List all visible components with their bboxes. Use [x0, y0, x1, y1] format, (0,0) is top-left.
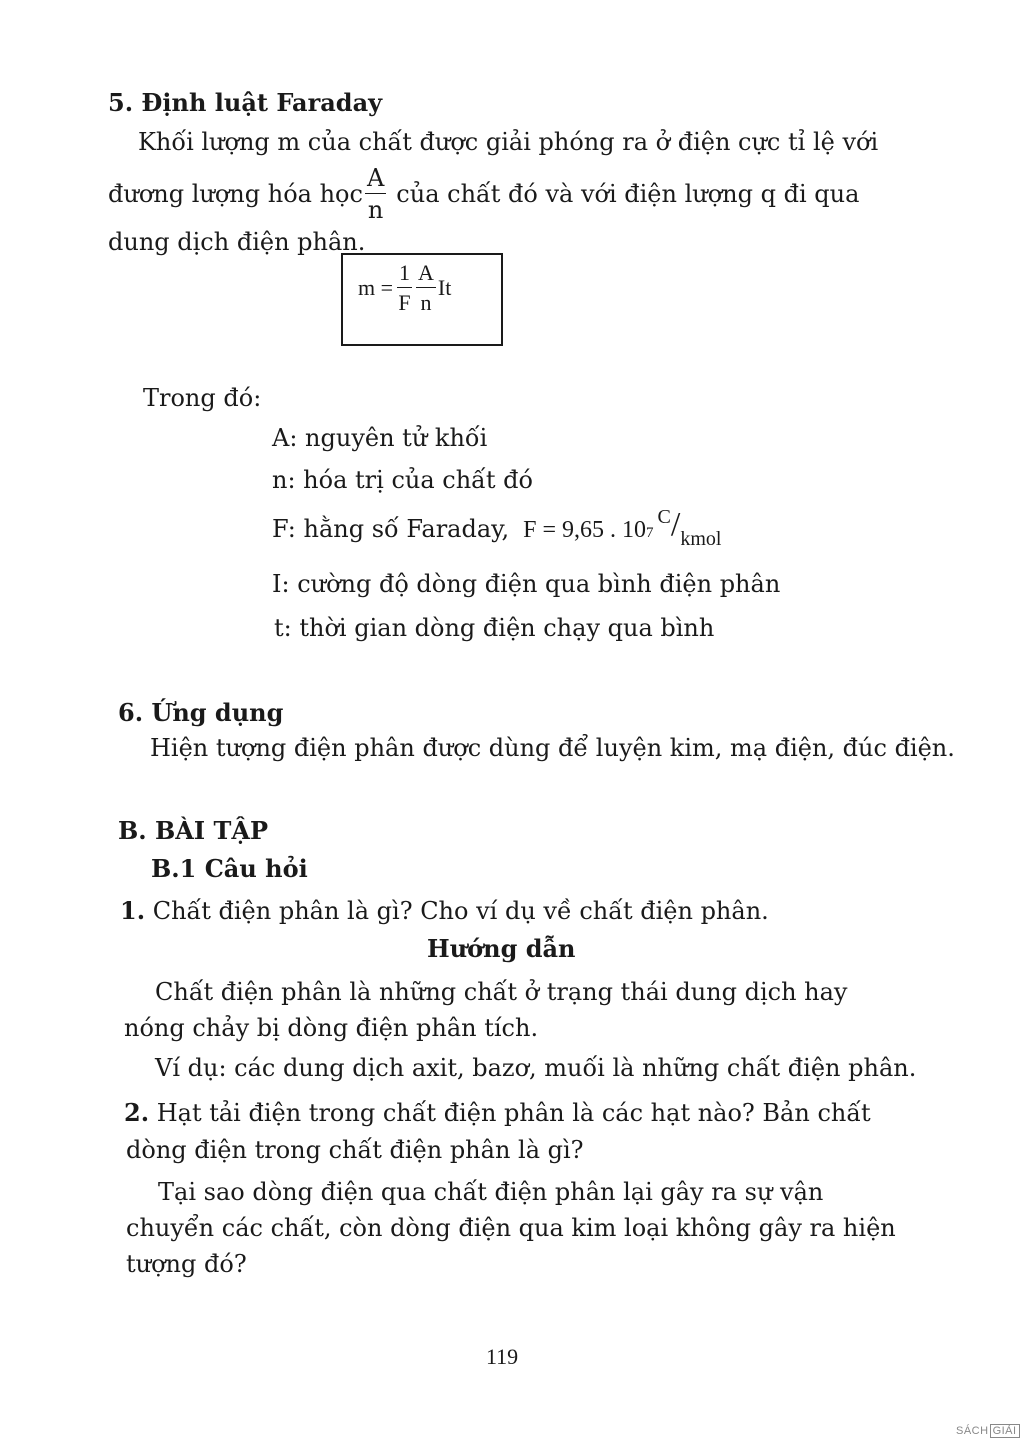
- fraction-1-over-f: [397, 262, 412, 314]
- question-line: dòng điện trong chất điện phân là gì?: [126, 1136, 584, 1164]
- paragraph-line: dung dịch điện phân.: [108, 228, 366, 256]
- question-line: chuyển các chất, còn dòng điện qua kim loại không gây ra hiện: [126, 1214, 896, 1242]
- definition-t: t: thời gian dòng điện chạy qua bình: [274, 614, 715, 642]
- question-line: Tại sao dòng điện qua chất điện phân lại gây ra sự vận: [158, 1178, 824, 1206]
- fraction-numerator: A: [416, 262, 436, 288]
- definition-f: [272, 506, 722, 550]
- watermark-text: SÁCH: [956, 1425, 989, 1437]
- section-b1-subheading: B.1 Câu hỏi: [151, 854, 308, 883]
- section-6-heading: 6. Ứng dụng: [118, 698, 284, 727]
- paragraph-text: đương lượng hóa học: [108, 180, 363, 208]
- definition-i: I: cường độ dòng điện qua bình điện phân: [272, 570, 781, 598]
- paragraph-text: của chất đó và với điện lượng q đi qua: [396, 180, 860, 208]
- fraction-denominator: n: [420, 290, 432, 315]
- fraction-numerator: 1: [397, 262, 412, 288]
- fraction-a-over-n: [416, 262, 436, 314]
- fraction-numerator: A: [366, 164, 385, 192]
- where-label: Trong đó:: [143, 384, 262, 412]
- formula-tail: It: [437, 275, 452, 300]
- unit-slash: /: [670, 506, 681, 543]
- watermark-logo: [956, 1424, 1021, 1438]
- answer-example: Ví dụ: các dung dịch axit, bazơ, muối là những chất điện phân.: [155, 1054, 917, 1082]
- faraday-constant-exponent: 7: [646, 525, 654, 541]
- watermark-text-boxed: GIẢI: [990, 1424, 1020, 1438]
- fraction-denominator: n: [367, 196, 384, 224]
- question-1: [120, 896, 769, 925]
- paragraph-line: Hiện tượng điện phân được dùng để luyện kim, mạ điện, đúc điện.: [150, 734, 955, 762]
- question-number: 2.: [124, 1098, 150, 1127]
- definition-n: n: hóa trị của chất đó: [272, 466, 533, 494]
- fraction-a-over-n: [365, 166, 386, 222]
- faraday-unit: [657, 506, 722, 550]
- question-text: Hạt tải điện trong chất điện phân là các hạt nào? Bản chất: [156, 1099, 871, 1127]
- question-line: tượng đó?: [126, 1250, 247, 1278]
- answer-line: Chất điện phân là những chất ở trạng thái dung dịch hay: [155, 978, 848, 1006]
- faraday-constant-value: F = 9,65 . 10: [523, 517, 647, 543]
- unit-denominator: kmol: [680, 528, 722, 550]
- question-number: 1.: [120, 896, 146, 925]
- paragraph-line-with-fraction: [108, 166, 859, 222]
- faraday-formula: [358, 262, 451, 314]
- fraction-denominator: F: [398, 290, 411, 315]
- formula-lhs: m =: [358, 275, 394, 300]
- definition-a: A: nguyên tử khối: [272, 424, 488, 452]
- answer-line: nóng chảy bị dòng điện phân tích.: [124, 1014, 539, 1042]
- guide-heading: Hướng dẫn: [427, 934, 576, 963]
- page-number: 119: [486, 1344, 519, 1369]
- question-text: Chất điện phân là gì? Cho ví dụ về chất điện phân.: [152, 897, 769, 925]
- unit-numerator: C: [657, 506, 671, 528]
- question-2: [124, 1098, 871, 1127]
- definition-f-text: F: hằng số Faraday,: [272, 515, 510, 543]
- section-5-heading: 5. Định luật Faraday: [108, 88, 383, 117]
- paragraph-line: Khối lượng m của chất được giải phóng ra ở điện cực tỉ lệ với: [138, 128, 879, 156]
- section-b-heading: B. BÀI TẬP: [118, 816, 269, 845]
